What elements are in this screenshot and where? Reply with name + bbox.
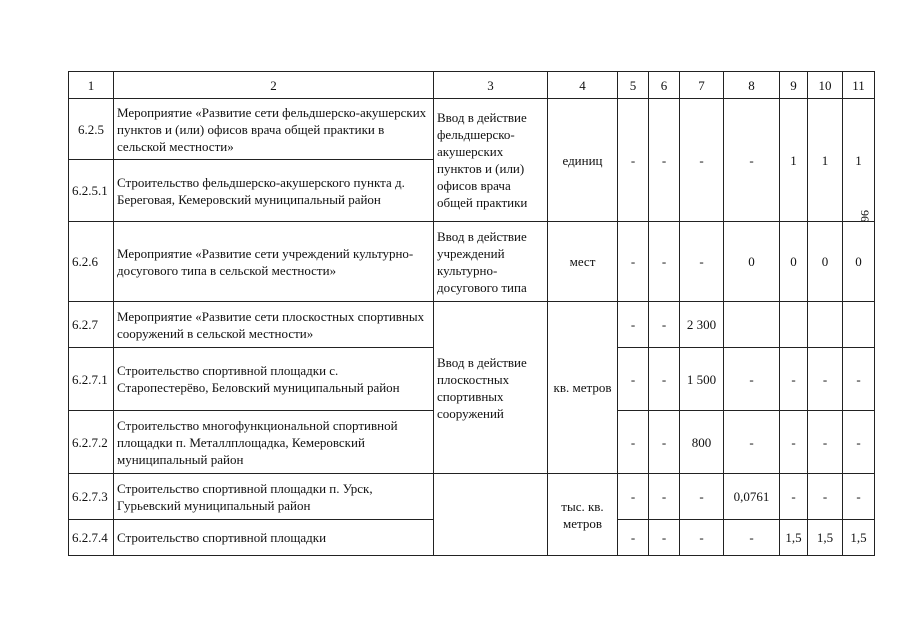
row-name: Строительство спортивной площадки п. Урск, Гурьевский муниципальный район xyxy=(114,474,434,520)
value-cell: - xyxy=(680,222,724,302)
value-cell: 1,5 xyxy=(808,520,843,556)
indicator-cell xyxy=(434,474,548,556)
value-cell: - xyxy=(618,411,649,474)
header-cell: 9 xyxy=(780,72,808,99)
row-number: 6.2.7.4 xyxy=(69,520,114,556)
value-cell: - xyxy=(780,411,808,474)
page-number: 96 xyxy=(858,210,872,222)
header-cell: 5 xyxy=(618,72,649,99)
value-cell: - xyxy=(808,348,843,411)
value-cell: - xyxy=(649,474,680,520)
value-cell: - xyxy=(649,302,680,348)
row-number: 6.2.7.2 xyxy=(69,411,114,474)
value-cell: - xyxy=(618,99,649,222)
indicator-cell: Ввод в действие учреждений культурно-досугового типа xyxy=(434,222,548,302)
value-cell: 1 500 xyxy=(680,348,724,411)
value-cell: - xyxy=(843,474,875,520)
value-cell: - xyxy=(680,99,724,222)
value-cell: - xyxy=(724,411,780,474)
header-cell: 10 xyxy=(808,72,843,99)
header-cell: 4 xyxy=(548,72,618,99)
row-number: 6.2.6 xyxy=(69,222,114,302)
table-row xyxy=(69,222,875,302)
indicator-cell: Ввод в действие плоскостных спортивных сооружений xyxy=(434,302,548,474)
value-cell: - xyxy=(649,222,680,302)
program-table xyxy=(68,71,875,556)
value-cell: - xyxy=(724,348,780,411)
value-cell: - xyxy=(618,520,649,556)
empty-cell xyxy=(843,302,875,348)
value-cell: - xyxy=(780,474,808,520)
header-cell: 7 xyxy=(680,72,724,99)
value-cell: - xyxy=(843,411,875,474)
empty-cell xyxy=(780,302,808,348)
row-name: Строительство спортивной площадки с. Старопестерёво, Беловский муниципальный район xyxy=(114,348,434,411)
unit-cell: мест xyxy=(548,222,618,302)
header-row xyxy=(69,72,875,99)
value-cell: - xyxy=(649,348,680,411)
value-cell: - xyxy=(618,474,649,520)
header-cell: 8 xyxy=(724,72,780,99)
row-name: Строительство многофункциональной спортивной площадки п. Металлплощадка, Кемеровский муниципальный район xyxy=(114,411,434,474)
row-number: 6.2.7 xyxy=(69,302,114,348)
value-cell: 800 xyxy=(680,411,724,474)
value-cell: 0 xyxy=(843,222,875,302)
unit-cell: единиц xyxy=(548,99,618,222)
row-name: Мероприятие «Развитие сети учреждений культурно-досугового типа в сельской местности» xyxy=(114,222,434,302)
row-number: 6.2.5 xyxy=(69,99,114,160)
row-name: Строительство фельдшерско-акушерского пункта д. Береговая, Кемеровский муниципальный район xyxy=(114,160,434,222)
header-cell: 2 xyxy=(114,72,434,99)
value-cell: 2 300 xyxy=(680,302,724,348)
value-cell: - xyxy=(649,99,680,222)
value-cell: - xyxy=(808,474,843,520)
value-cell: - xyxy=(724,520,780,556)
value-cell: 1,5 xyxy=(780,520,808,556)
header-cell: 3 xyxy=(434,72,548,99)
value-cell: - xyxy=(680,474,724,520)
value-cell: 1 xyxy=(780,99,808,222)
table-row xyxy=(69,474,875,520)
value-cell: 1 xyxy=(808,99,843,222)
value-cell: 0,0761 xyxy=(724,474,780,520)
value-cell: 1 xyxy=(843,99,875,222)
value-cell: - xyxy=(618,222,649,302)
row-name: Мероприятие «Развитие сети плоскостных спортивных сооружений в сельской местности» xyxy=(114,302,434,348)
value-cell: 1,5 xyxy=(843,520,875,556)
value-cell: - xyxy=(649,411,680,474)
value-cell: - xyxy=(808,411,843,474)
header-cell: 11 xyxy=(843,72,875,99)
header-cell: 6 xyxy=(649,72,680,99)
indicator-cell: Ввод в действие фельдшерско-акушерских пунктов и (или) офисов врача общей практики xyxy=(434,99,548,222)
table-row xyxy=(69,302,875,348)
value-cell: - xyxy=(649,520,680,556)
row-name: Строительство спортивной площадки xyxy=(114,520,434,556)
value-cell: - xyxy=(618,348,649,411)
row-number: 6.2.7.1 xyxy=(69,348,114,411)
empty-cell xyxy=(724,302,780,348)
value-cell: 0 xyxy=(724,222,780,302)
unit-cell: кв. метров xyxy=(548,302,618,474)
value-cell: - xyxy=(724,99,780,222)
unit-cell: тыс. кв. метров xyxy=(548,474,618,556)
header-cell: 1 xyxy=(69,72,114,99)
row-number: 6.2.5.1 xyxy=(69,160,114,222)
table-row xyxy=(69,99,875,160)
value-cell: - xyxy=(843,348,875,411)
value-cell: - xyxy=(780,348,808,411)
empty-cell xyxy=(808,302,843,348)
value-cell: 0 xyxy=(808,222,843,302)
value-cell: - xyxy=(618,302,649,348)
value-cell: 0 xyxy=(780,222,808,302)
row-name: Мероприятие «Развитие сети фельдшерско-акушерских пунктов и (или) офисов врача общей практики в сельской местности» xyxy=(114,99,434,160)
row-number: 6.2.7.3 xyxy=(69,474,114,520)
value-cell: - xyxy=(680,520,724,556)
